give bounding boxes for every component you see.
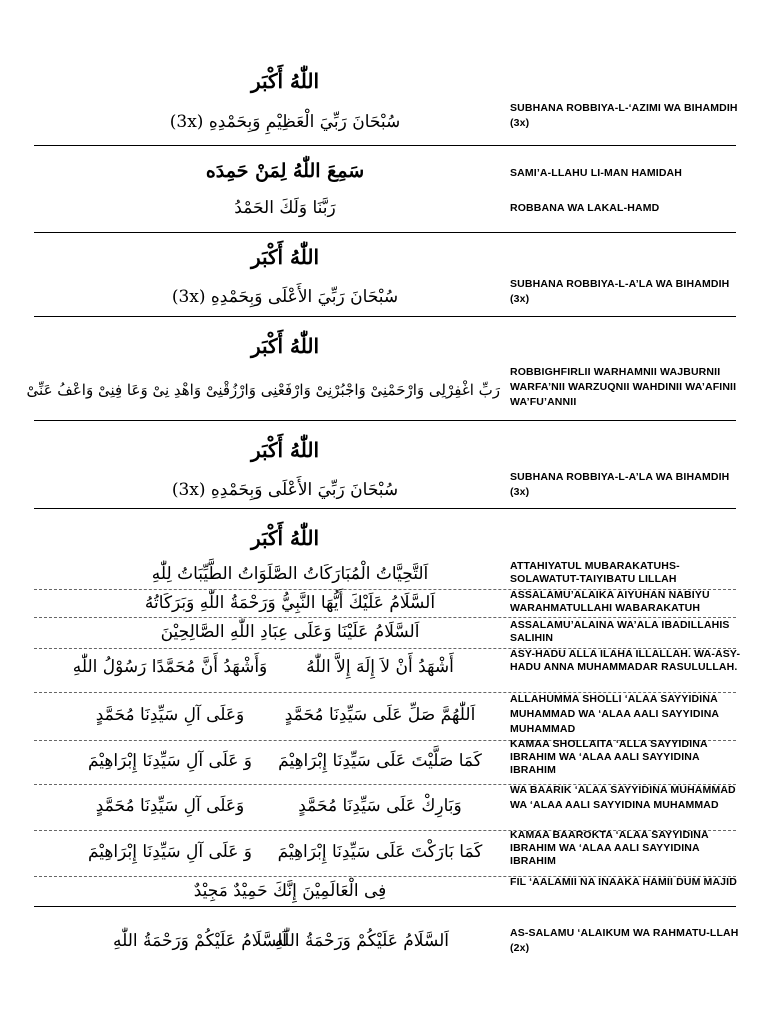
section-divider	[34, 232, 736, 233]
sujud-tasbih-arabic: سُبْحَانَ رَبِّيَ الأَعْلَى وَبِحَمْدِهِ (3x)	[171, 480, 399, 500]
sujud-tasbih-latin: SUBHANA ROBBIYA-L-A’LA WA BIHAMDIH (3x)	[510, 278, 730, 305]
ibrahim-barakah-latin: KAMAA BAAROKTA ‘ALAA SAYYIDINA IBRAHIM WA ‘ALAA AALI SAYYIDINA IBRAHIM	[510, 829, 709, 867]
salawat-latin: ALLAHUMMA SHOLLI ‘ALAA SAYYIDINA MUHAMMAD WA ‘ALAA AALI SAYYIDINA MUHAMMAD	[510, 693, 719, 735]
ibrahim-salawat-latin: KAMAA SHOLLAITA ‘ALLA SAYYIDINA IBRAHIM WA ‘ALAA AALI SAYYIDINA IBRAHIM	[510, 738, 708, 776]
shahada-first-arabic: أَشْهَدُ أَنْ لاَ إِلَهَ إِلاَّ اللّٰهُ	[306, 657, 454, 677]
tahiyyat-arabic: اَلتَّحِيَّاتُ الْمُبَارَكَاتُ الصَّلَوَاتُ الطَّيِّبَاتُ لِلّٰهِ	[151, 564, 429, 584]
takbir-text: اللّٰهُ أَكْبَر	[250, 245, 320, 269]
sami-allah-latin: SAMI’A-LLAHU LI-MAN HAMIDAH	[510, 167, 683, 179]
row-divider	[34, 617, 736, 618]
takbir-text: اللّٰهُ أَكْبَر	[250, 334, 320, 358]
takbir-text: اللّٰهُ أَكْبَر	[250, 438, 320, 462]
salawat-first-arabic: اَللّٰهُمَّ صَلِّ عَلَى سَيِّدِنَا مُحَمَّدٍ	[284, 705, 476, 725]
sujud-tasbih-latin: SUBHANA ROBBIYA-L-A’LA WA BIHAMDIH (3x)	[510, 471, 730, 498]
barakah-second-arabic: وَعَلَى آلِ سَيِّدِنَا مُحَمَّدٍ	[95, 796, 245, 816]
ibrahim-salawat-first-arabic: كَمَا صَلَّيْتَ عَلَى سَيِّدِنَا إِبْرَاهِيْمَ	[278, 751, 482, 771]
hamid-majid-latin: FIL ‘AALAMII NA INAAKA HAMII DUM MAJID	[510, 876, 737, 888]
section-divider	[34, 906, 736, 907]
salawat-second-arabic: وَعَلَى آلِ سَيِّدِنَا مُحَمَّدٍ	[95, 705, 245, 725]
sujud-tasbih-arabic: سُبْحَانَ رَبِّيَ الأَعْلَى وَبِحَمْدِهِ (3x)	[171, 287, 399, 307]
section-divider	[34, 316, 736, 317]
sitting-dua-latin: ROBBIGHFIRLII WARHAMNII WAJBURNII WARFA’NII WARZUQNII WAHDINII WA’AFINII WA’FU’ANNII	[510, 366, 737, 408]
hamid-majid-arabic: فِى الْعَالَمِيْنَ إِنَّكَ حَمِيْدٌ مَجِيْدٌ	[193, 881, 387, 901]
ruku-tasbih-latin: SUBHANA ROBBIYA-L-‘AZIMI WA BIHAMDIH (3x)	[510, 102, 738, 129]
shahada-latin: ASY-HADU ALLA ILAHA ILLALLAH. WA-ASY-HADU ANNA MUHAMMADAR RASULULLAH.	[510, 648, 741, 673]
tahiyyat-latin: ATTAHIYATUL MUBARAKATUHS-SOLAWATUT-TAIYIBATU LILLAH	[510, 560, 680, 585]
taslim-left-arabic: اَلسَّلَامُ عَلَيْكُمْ وَرَحْمَةُ اللّٰهِ	[112, 931, 288, 951]
salam-ibad-latin: ASSALAMU’ALAINA WA’ALA IBADILLAHIS SALIHIN	[510, 619, 730, 644]
section-divider	[34, 145, 736, 146]
takbir-text: اللّٰهُ أَكْبَر	[250, 526, 320, 550]
sitting-dua-arabic: رَبِّ اغْفِرْلِى وَارْحَمْنِىْ وَاجْبُرْنِىْ وَارْفَعْنِى وَارْزُقْنِىْ وَاهْدِ نِىْ وَعَا فِنِىْ وَاعْفُ عَنِّىْ	[26, 381, 500, 399]
sami-allah-arabic: سَمِعَ اللّٰهُ لِمَنْ حَمِدَه	[205, 160, 365, 182]
taslim-right-arabic: اَلسَّلَامُ عَلَيْكُمْ وَرَحْمَةُ اللّٰهِ	[274, 931, 450, 951]
salam-nabi-arabic: اَلسَّلَامُ عَلَيْكَ أَيُّهَا النَّبِيُّ وَرَحْمَةُ اللّٰهِ وَبَرَكَاتُهُ	[144, 593, 436, 613]
ruku-tasbih-arabic: سُبْحَانَ رَبِّيَ الْعَظِيْمِ وَبِحَمْدِهِ (3x)	[169, 112, 401, 132]
rabbana-arabic: رَبَّنَا وَلَكَ الحَمْدُ	[234, 198, 336, 218]
ibrahim-barakah-first-arabic: كَمَا بَارَكْتَ عَلَى سَيِّدِنَا إِبْرَاهِيْمَ	[277, 842, 483, 862]
takbir-text: اللّٰهُ أَكْبَر	[250, 69, 320, 93]
ibrahim-salawat-second-arabic: وَ عَلَى آلِ سَيِّدِنَا إِبْرَاهِيْمَ	[87, 751, 252, 771]
section-divider	[34, 508, 736, 509]
barakah-first-arabic: وَبَارِكْ عَلَى سَيِّدِنَا مُحَمَّدٍ	[298, 796, 462, 816]
taslim-latin: AS-SALAMU ‘ALAIKUM WA RAHMATU-LLAH (2x)	[510, 927, 739, 954]
rabbana-latin: ROBBANA WA LAKAL-HAMD	[510, 202, 660, 214]
barakah-latin: WA BAARIK ‘ALAA SAYYIDINA MUHAMMAD WA ‘ALAA AALI SAYYIDINA MUHAMMAD	[510, 784, 736, 811]
section-divider	[34, 420, 736, 421]
shahada-second-arabic: وَأَشْهَدُ أَنَّ مُحَمَّدًا رَسُوْلُ اللّٰهِ	[72, 657, 268, 677]
salam-nabi-latin: ASSALAMU’ALAIKA AIYUHAN NABIYU WARAHMATULLAHI WABARAKATUH	[510, 589, 710, 614]
ibrahim-barakah-second-arabic: وَ عَلَى آلِ سَيِّدِنَا إِبْرَاهِيْمَ	[87, 842, 252, 862]
salam-ibad-arabic: اَلسَّلَامُ عَلَيْنَا وَعَلَى عِبَادِ اللّٰهِ الصَّالِحِيْنَ	[160, 622, 420, 642]
